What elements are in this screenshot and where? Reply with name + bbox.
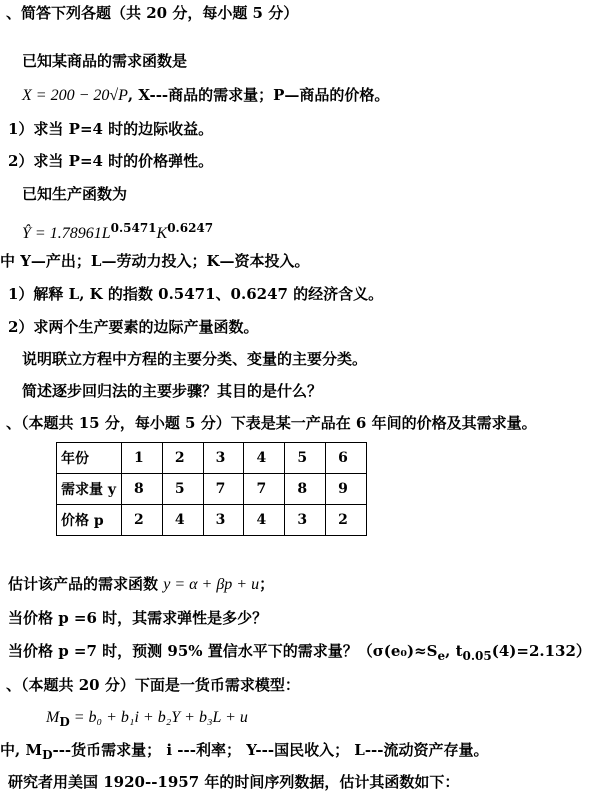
elasticity-question: 当价格 p =6 时，其需求弹性是多少？ [8, 609, 268, 627]
table-cell: 1 [122, 443, 163, 474]
data-table [56, 442, 367, 536]
table-cell: 3 [203, 505, 244, 536]
table-cell: 2 [122, 505, 163, 536]
question-1-formula-line [22, 86, 389, 105]
question-2-desc: 中 Y—产出；L—劳动力投入；K—资本投入。 [0, 252, 310, 270]
question-2-part-2: 2）求两个生产要素的边际产量函数。 [8, 318, 259, 336]
question-3: 说明联立方程中方程的主要分类、变量的主要分类。 [22, 350, 368, 368]
table-row-label: 需求量 y [57, 474, 122, 505]
table-cell: 2 [326, 505, 367, 536]
table-cell: 4 [244, 505, 285, 536]
table-row [57, 443, 367, 474]
table-cell: 5 [162, 474, 203, 505]
table-cell: 8 [122, 474, 163, 505]
section-5-desc: 中, $M_D---$货币需求量； i ---利率； Y---国民收入； L---流动资产存量。 [0, 741, 489, 762]
table-cell: 3 [285, 505, 326, 536]
table-cell: 6 [326, 443, 367, 474]
table-cell: 7 [244, 474, 285, 505]
research-line: 研究者用美国 1920--1957 年的时间序列数据，估计其函数如下： [8, 773, 460, 791]
production-formula: Ŷ = $1.78961L^{0.5471}K^{0.6247}$ [22, 221, 214, 242]
question-2-intro: 已知生产函数为 [22, 185, 128, 203]
section-header: 、简答下列各题（共 20 分，每小题 5 分） [6, 4, 299, 22]
question-1-part-2: 2）求当 P=4 时的价格弹性。 [8, 152, 214, 170]
demand-formula-note: , X---商品的需求量；P—商品的价格。 [127, 86, 390, 104]
table-row [57, 474, 367, 505]
estimate-demand: 估计该产品的需求函数 y = α + βp + u； [8, 575, 275, 593]
table-cell: 4 [244, 443, 285, 474]
question-4: 简述逐步回归法的主要步骤？其目的是什么？ [22, 382, 323, 400]
table-cell: 3 [203, 443, 244, 474]
table-row [57, 505, 367, 536]
question-1-part-1: 1）求当 P=4 时的边际收益。 [8, 120, 214, 138]
table-cell: 2 [162, 443, 203, 474]
money-demand-formula: $M_D = b_0 + b_1i + b_2Y + b_3L + u$ [46, 709, 248, 729]
table-cell: 5 [285, 443, 326, 474]
demand-function-formula: y = α + βp + u [163, 576, 260, 593]
table-cell: 4 [162, 505, 203, 536]
table-cell: 9 [326, 474, 367, 505]
section-4-header: 、（本题共 15 分，每小题 5 分）下表是某一产品在 6 年间的价格及其需求量。 [6, 414, 537, 432]
table-cell: 7 [203, 474, 244, 505]
demand-formula: X = 200 − 20√P [22, 87, 128, 104]
section-5-header: 、（本题共 20 分）下面是一货币需求模型： [6, 676, 300, 694]
table-cell: 8 [285, 474, 326, 505]
question-2-part-1: 1）解释 L, K 的指数 0.5471、0.6247 的经济含义。 [8, 285, 384, 303]
table-row-label: 价格 p [57, 505, 122, 536]
forecast-question: 当价格 p =7 时，预测 95% 置信水平下的需求量？（$\sigma(e_0)\approx S_e$, $t_{0.05}(4)=2.132$） [8, 642, 591, 663]
question-1-intro: 已知某商品的需求函数是 [22, 52, 188, 70]
table-row-label: 年份 [57, 443, 122, 474]
